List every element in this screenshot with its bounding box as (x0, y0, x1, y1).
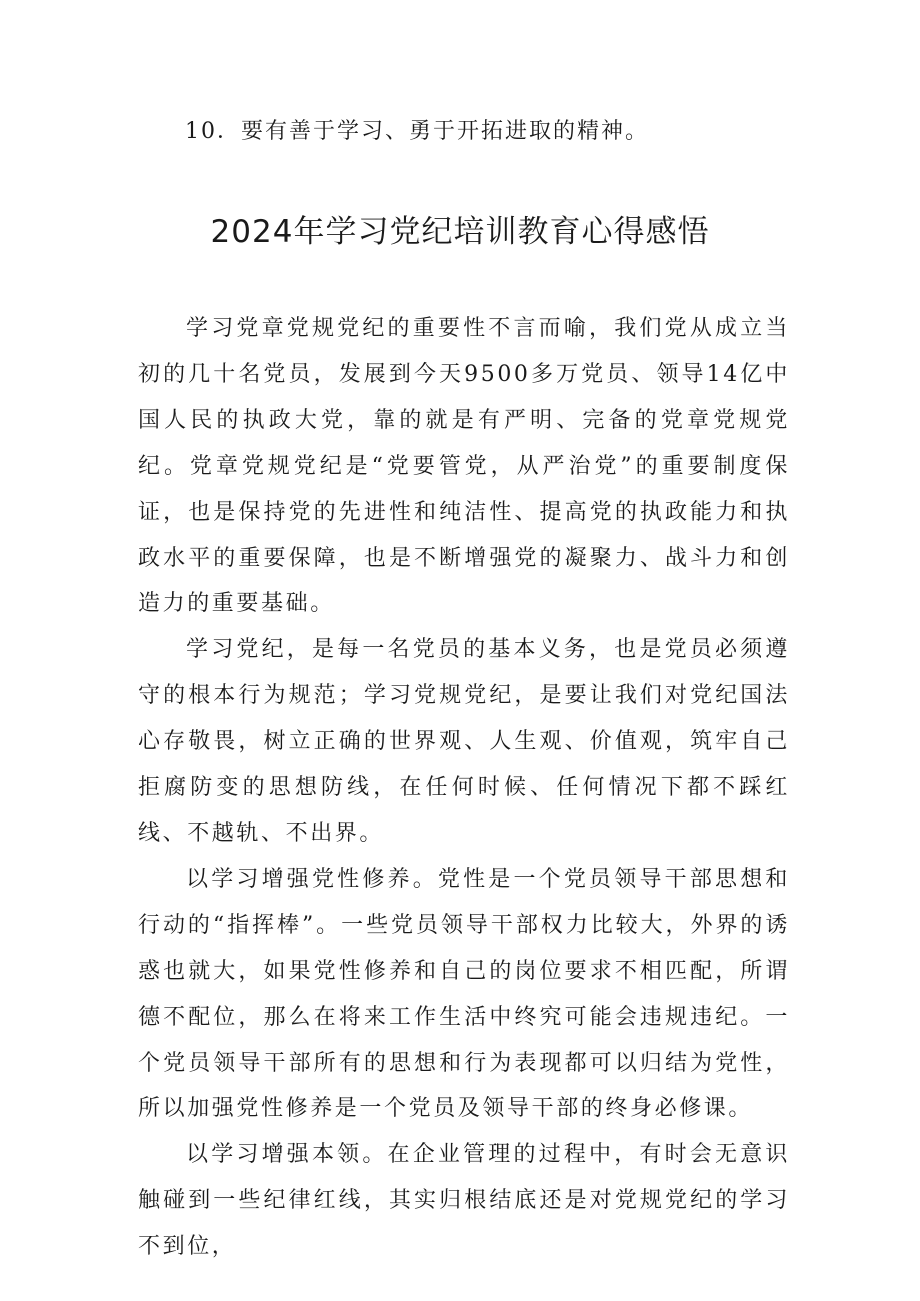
paragraph-3: 以学习增强党性修养。党性是一个党员领导干部思想和行动的“指挥棒”。一些党员领导干部权力比较大，外界的诱惑也就大，如果党性修养和自己的岗位要求不相匹配，所谓德不配位，那么在将来工作生活中终究可能会违规违纪。一个党员领导干部所有的思想和行为表现都可以归结为党性，所以加强党性修养是一个党员及领导干部的终身必修课。 (138, 866, 790, 1122)
paragraph-4: 以学习增强本领。在企业管理的过程中，有时会无意识触碰到一些纪律红线，其实归根结底还是对党规党纪的学习不到位， (138, 1142, 790, 1260)
list-item-10: 10．要有善于学习、勇于开拓进取的精神。 (185, 119, 649, 144)
paragraph-1: 学习党章党规党纪的重要性不言而喻，我们党从成立当初的几十名党员，发展到今天9500多万党员、领导14亿中国人民的执政大党，靠的就是有严明、完备的党章党规党纪。党章党规党纪是“党要管党，从严治党”的重要制度保证，也是保持党的先进性和纯洁性、提高党的执政能力和执政水平的重要保障，也是不断增强党的凝聚力、战斗力和创造力的重要基础。 (138, 316, 790, 617)
paragraph-2: 学习党纪，是每一名党员的基本义务，也是党员必须遵守的根本行为规范；学习党规党纪，是要让我们对党纪国法心存敬畏，树立正确的世界观、人生观、价值观，筑牢自己拒腐防变的思想防线，在任何时候、任何情况下都不踩红线、不越轨、不出界。 (138, 637, 790, 846)
document-title: 2024年学习党纪培训教育心得感悟 (210, 214, 710, 250)
document-body (138, 306, 790, 1270)
